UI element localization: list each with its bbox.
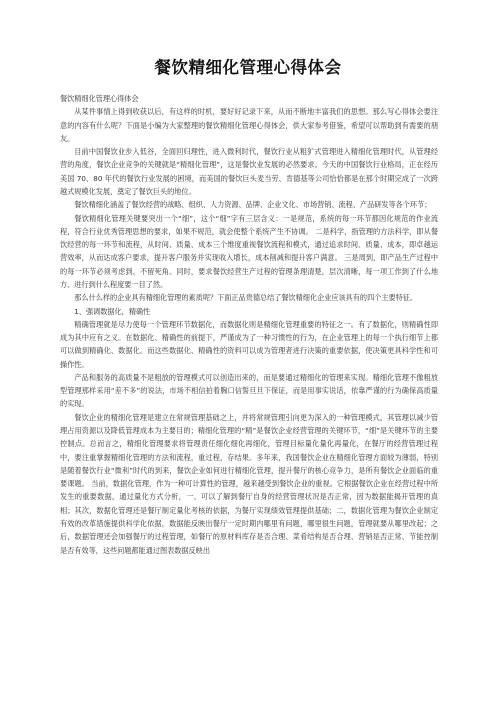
paragraph-industry: 目前中国餐饮业步入低谷，全面回归理性，进入微利时代，餐饮行业从粗犷式管理进入精细化管理时代，从管理经营的角度，餐饮企业竞争的关键就是“精细化管理”，这是餐饮业发展的必然要求。今天的中国餐饮行业格局，正在经历美国 70、80 年代的餐饮行业发展的困境，而美国的餐饮巨头麦当劳、肯德基等公司恰恰都是在那个时期完成了一次跨越式规模化发展，奠定了餐饮巨头的地位。: [60, 147, 438, 196]
document-subtitle: 餐饮精细化管理心得体会: [60, 94, 139, 103]
paragraph-scope: 餐饮精细化涵盖了餐饮经营的战略、组织、人力资源、品牌、企业文化、市场营销、流程、产品研发等各个环节；: [74, 200, 432, 210]
paragraph-intro: 从某件事情上得到收获以后，有这样的时机，要好好记录下来，从而不断地丰富我们的思想。那么写心得体会要注意的内容有什么呢？下面是小编为大家整理的餐饮精细化管理心得体会，供大家参考借鉴，希望可以帮助到有需要的朋友。: [60, 107, 438, 143]
paragraph-detail: 餐饮精细化管理关键要突出一个“细”，这个“细”字有三层含义：一是规范，系统的每一环节都因化规范的作业流程，符合行业优秀管理思想的要求，如果不规范，就会使整个系统产生不协调。 二是科学，指管理的方法科学，即从餐饮经营的每一环节和流程，从时间、质量、成本三个维度重视餐饮流程和模式，通过追求时间、质量、成本，即卓越运营效率，从而达成客户要求，提升客户服务并实现收入增长，成本削减和提升客户满意。 三是周到，即产品生产过程中的每一环节必须考虑到，不留死角。同时，要求餐饮经营生产过程的管理条理清楚，层次清晰，每一项工作到了什么地方、进行到什么程度要一目了然。: [60, 213, 438, 289]
paragraph-data-precision: 精确管理就是尽力使每一个管理环节数据化，而数据化则是精细化管理重要的特征之一。有了数据化，则精确性即成为其中应有之义。在数据化、精确性的前提下，严谨成为了一种习惯性的行为，在企业管理上的每一个执行细节上都可以做到精确化、数据化。而这些数据化、精确性的资料可以成为管理者进行决策的重要依据，使决策更具科学性和可操作性。: [60, 319, 438, 369]
document-body: [60, 92, 438, 557]
paragraph-question: 那么什么样的企业具有精细化管理的素质呢？下面正品贵德总结了餐饮精细化企业应该具有的四个主要特征。: [74, 293, 418, 303]
paragraph-quality: 产品和服务的高质量不是粗放的管理模式可以创造出来的，而是要通过精细化的管理来实现。精细化管理不像粗放型管理那样采用“差不多”的说法，市场不相信拍着胸口信誓旦旦下保证，而是用事实说话，依靠严谨的行为确保高质量的实现。: [60, 372, 438, 409]
paragraph-management: 餐饮企业的精细化管理是建立在常规管理基础之上，并将常规管理引向更为深入的一种管理模式，其管理以减少管理占用资源以及降低管理成本为主要目的；精细化管理的“精”是餐饮企业经营管理的关键环节，“细”是关键环节的主要控制点。总而言之，精细化管理要求将管理责任细化细化再细化，管理目标量化量化再量化，在餐厅的经营管理过程中，要注重掌握精细化管理的方法和流程，重过程，存结果。多年来，我国餐饮企业在精细化管理方面较为薄弱，特别是随着餐饮行业“微利”时代的到来，餐饮企业如何进行精细化管理，提升餐厅的核心竞争力，是所有餐饮企业面临的重要课题。 当前，数据化管理，作为一种可计算性的管理，越来越受到餐饮企业的重视。它根据餐饮企业在经营过程中所发生的重要数据，通过量化方式分析，一、可以了解到餐厅自身的经营管理状况是否正常，因为数据能揭开管理的真相；其次，数据化管理还是餐厅制定量化考核的依据，为餐厅实现绩效管理提供基础；二，数据化管理为餐饮企业制定有效的改革措施提供科学化依据，数据能反映出餐厅一定时期内哪里有问题，哪里很生问题，管理就要从哪里改起；之后，数据管理还会加强餐厅的过程管理，如餐厅的原材料库存是否合理、菜肴结构是否合理、营销是否正常、节能控制是否有效等，这些问题都能通过图表数据反映出: [60, 412, 438, 555]
document-title: 餐饮精细化管理心得体会: [154, 58, 342, 77]
section-heading-1: 1、强调数据化，精确性: [74, 306, 151, 316]
